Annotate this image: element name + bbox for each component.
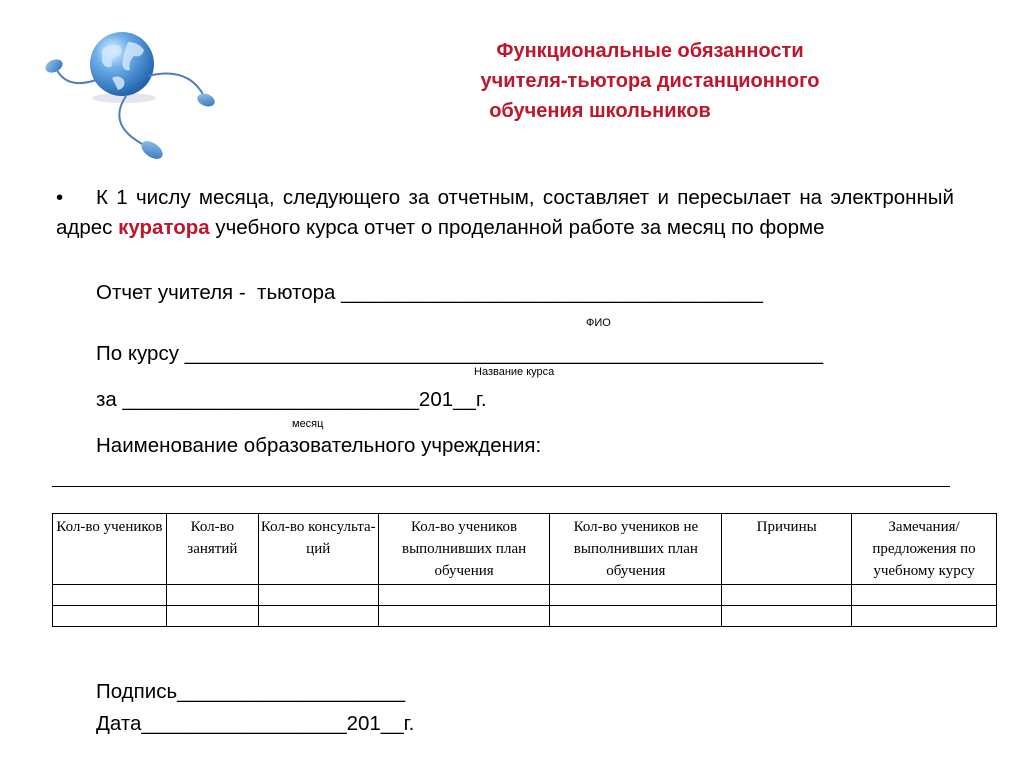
header-students: Кол-во учеников [53, 514, 167, 585]
globe-logo-icon [36, 20, 220, 164]
table-cell[interactable] [852, 585, 997, 606]
table-cell[interactable] [166, 606, 258, 627]
table-cell[interactable] [722, 606, 852, 627]
title-line-1: Функциональные обязанности [496, 40, 804, 62]
header-lessons: Кол-во занятий [166, 514, 258, 585]
table-row [53, 585, 997, 606]
table-cell[interactable] [852, 606, 997, 627]
signature-field: Подпись____________________ [96, 680, 406, 703]
header-not-completed: Кол-во учеников не выполнивших план обучения [550, 514, 722, 585]
table-cell[interactable] [722, 585, 852, 606]
table-cell[interactable] [53, 606, 167, 627]
header-consultations: Кол-во консульта-ций [258, 514, 378, 585]
curator-highlight: куратора [118, 216, 210, 239]
table-cell[interactable] [378, 585, 550, 606]
institution-underline [52, 486, 950, 487]
header-remarks: Замечания/ предложения по учебному курсу [852, 514, 997, 585]
report-table [52, 513, 997, 627]
header-reasons: Причины [722, 514, 852, 585]
course-field: По курсу ________________________________________________________ [96, 342, 824, 365]
instruction-paragraph [56, 183, 954, 243]
period-caption: месяц [292, 418, 324, 430]
course-caption: Название курса [474, 366, 555, 378]
tutor-field: Отчет учителя - тьютора _____________________________________ [96, 281, 763, 304]
table-row [53, 606, 997, 627]
table-cell[interactable] [550, 585, 722, 606]
table-cell[interactable] [258, 585, 378, 606]
page-title [360, 36, 940, 126]
table-cell[interactable] [550, 606, 722, 627]
title-line-3: обучения школьников [489, 100, 711, 122]
period-field: за __________________________201__г. [96, 388, 487, 411]
header-completed: Кол-во учеников выполнивших план обучения [378, 514, 550, 585]
table-cell[interactable] [258, 606, 378, 627]
tutor-caption: ФИО [586, 317, 611, 329]
table-cell[interactable] [53, 585, 167, 606]
institution-label: Наименование образовательного учреждения: [96, 434, 542, 457]
paragraph-text-1: К 1 числу месяца, следующего за отчетным, составляет и пересылает на электронный адрес [56, 186, 954, 239]
table-cell[interactable] [378, 606, 550, 627]
bullet-icon: • [56, 186, 64, 209]
date-field: Дата__________________201__г. [96, 712, 415, 735]
title-line-2: учителя-тьютора дистанционного [480, 70, 820, 92]
paragraph-text-2: учебного курса отчет о проделанной работе за месяц по форме [209, 216, 825, 239]
table-header-row [53, 514, 997, 585]
table-cell[interactable] [166, 585, 258, 606]
